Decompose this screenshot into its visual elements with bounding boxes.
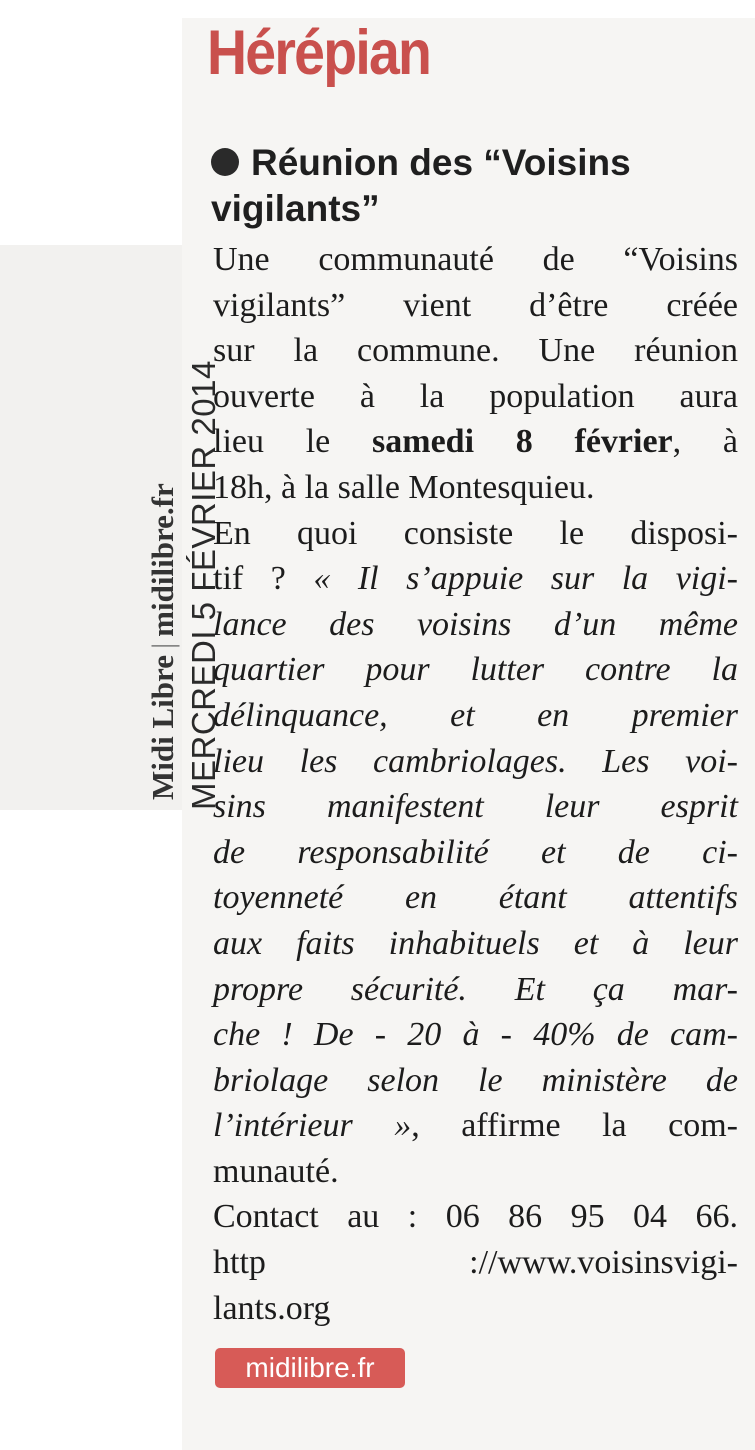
text-segment: lieu le: [213, 423, 373, 461]
article-line: [213, 830, 738, 876]
text-segment: , à: [672, 423, 738, 461]
article-line: [213, 602, 738, 648]
quote-text: lance des voisins d’un même: [213, 605, 738, 643]
article-line: [213, 1058, 738, 1104]
bullet-icon: [211, 148, 239, 176]
article-line: [213, 875, 738, 921]
article-line: ouverte à la population aura: [213, 377, 738, 415]
quote-text: délinquance, et en premier: [213, 696, 738, 734]
article-line: [213, 921, 738, 967]
article-headline: [211, 140, 751, 232]
article-line: [213, 784, 738, 830]
quote-text: l’intérieur »: [213, 1107, 412, 1145]
article-line: [213, 693, 738, 739]
quote-text: propre sécurité. Et ça mar-: [213, 970, 738, 1008]
article-line: En quoi consiste le disposi-: [213, 514, 738, 552]
contact-line: [213, 1194, 738, 1240]
source-date: MERCREDI 5 FÉVRIER 2014: [185, 360, 222, 810]
article-line: [213, 556, 738, 602]
article-line: Une communauté de “Voisins: [213, 241, 738, 278]
source-name: Midi Libre: [145, 655, 180, 800]
article-line: vigilants” vient d’être créée: [213, 286, 738, 324]
contact-url-line: lants.org: [213, 1289, 331, 1327]
article-line: munauté.: [213, 1152, 339, 1190]
quote-text: « Il s’appuie sur la vigi-: [313, 560, 738, 598]
article-line: [213, 647, 738, 693]
contact-url-line: http ://www.voisinsvigi-: [213, 1244, 738, 1282]
article-line: sur la commune. Une réunion: [213, 332, 738, 370]
quote-text: quartier pour lutter contre la: [213, 651, 738, 689]
source-separator: |: [145, 642, 180, 650]
section-title: Hérépian: [207, 18, 431, 88]
article-line: [213, 1012, 738, 1058]
article-line: [213, 739, 738, 785]
text-segment: tif ?: [213, 560, 314, 598]
article-line: 18h, à la salle Montesquieu.: [213, 468, 595, 506]
headline-text: Réunion des “Voisins vigilants”: [211, 142, 631, 229]
article-line: [213, 967, 738, 1013]
quote-text: aux faits inhabituels et à leur: [213, 924, 738, 962]
quote-text: lieu les cambriolages. Les voi-: [213, 742, 738, 780]
event-date: samedi 8 février: [372, 423, 673, 461]
midilibre-badge: midilibre.fr: [215, 1348, 405, 1388]
quote-text: de responsabilité et de ci-: [213, 833, 738, 871]
source-site: midilibre.fr: [145, 483, 180, 637]
contact-phone: 06 86 95 04 66.: [445, 1198, 739, 1236]
quote-text: toyenneté en étant attentifs: [213, 879, 738, 917]
contact-label: Contact au :: [213, 1198, 418, 1236]
quote-text: briolage selon le ministère de: [213, 1061, 738, 1099]
article-body: [213, 237, 738, 1331]
text-segment: , affirme la com-: [411, 1107, 738, 1145]
article-line: [213, 1103, 738, 1149]
article-line: [213, 419, 738, 465]
quote-text: che ! De - 20 à - 40% de cam-: [213, 1016, 738, 1054]
quote-text: sins manifestent leur esprit: [213, 788, 738, 826]
source-masthead: [145, 483, 181, 800]
